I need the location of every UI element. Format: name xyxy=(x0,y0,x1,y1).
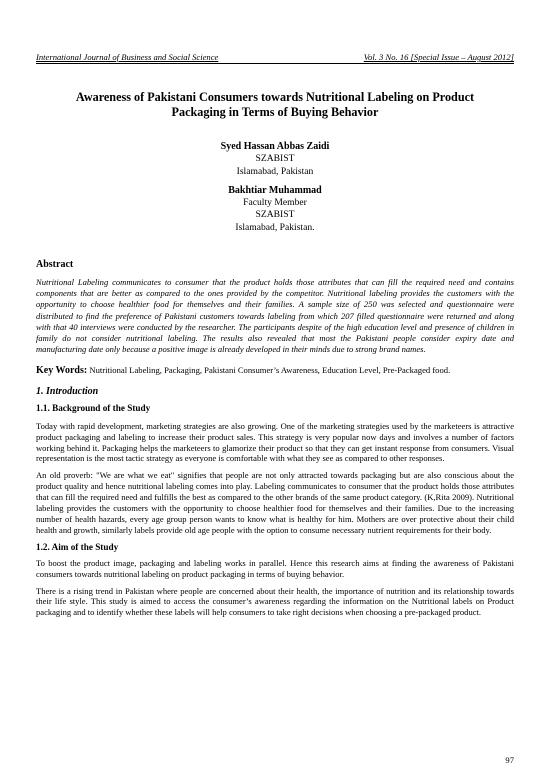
page-number: 97 xyxy=(505,755,514,765)
paragraph: There is a rising trend in Pakistan where people are concerned about their health, the importance of nutrition and its relationship towards their life style. This study is aimed to access the consumer’s awareness regarding the information on the Nutritional labels on Product packaging and to identify whether these labels will help consumers to take right decisions when choosing a pre-packaged product. xyxy=(36,585,514,618)
abstract-heading: Abstract xyxy=(36,259,74,271)
author-affiliation-line: SZABIST xyxy=(255,153,295,165)
author-name: Syed Hassan Abbas Zaidi xyxy=(220,141,330,152)
running-header xyxy=(36,52,514,64)
paper-title: Awareness of Pakistani Consumers towards Nutritional Labeling on Product Packaging in Terms of Buying Behavior xyxy=(75,90,475,119)
journal-name: International Journal of Business and Social Science xyxy=(36,52,219,62)
keywords-text: Nutritional Labeling, Packaging, Pakistani Consumer’s Awareness, Education Level, Pre-Packaged food. xyxy=(87,364,451,375)
paragraph: To boost the product image, packaging and labeling works in parallel. Hence this research aims at finding the awareness of Pakistani consumers towards nutritional labeling on product packaging in terms of buying behavior. xyxy=(36,557,514,579)
issue-info: Vol. 3 No. 16 [Special Issue – August 2012] xyxy=(363,52,514,62)
author-block-2 xyxy=(36,185,514,234)
abstract-text: Nutritional Labeling communicates to consumer that the product holds those attributes that can fill the required need and contains components that are better as compared to the ones provided by the competitor. Nutritional labeling provides the customers with the opportunity to choose healthier food for themselves and their families. A sample size of 250 was selected and questionnaire were distributed to find the preference of Pakistani customers towards labeling from which 207 filled questionnaire were returned and along with that 40 interviews were conducted by the researcher. The participants despite of the high education level and presence of children in family do not consider nutritional labeling. The results also revealed that most the Pakistani people consider expiry date and manufacturing date only because a positive image is already developed in their minds due to strong brand names. xyxy=(36,277,514,355)
author-affiliation-line: Islamabad, Pakistan. xyxy=(235,221,315,233)
author-affiliation-line: Islamabad, Pakistan xyxy=(236,165,314,177)
keywords-label: Key Words: xyxy=(36,364,88,376)
author-affiliation-line: SZABIST xyxy=(255,209,295,221)
author-affiliation-line: Faculty Member xyxy=(243,197,307,209)
subsection-heading-aim: 1.2. Aim of the Study xyxy=(36,541,119,552)
section-heading-introduction: 1. Introduction xyxy=(36,385,99,397)
paragraph: Today with rapid development, marketing strategies are also growing. One of the marketing strategies used by the marketeers is attractive product packaging and labeling to increase their product sales. This strategy is very popular now days and involves a number of factors working behind it. Packaging helps the marketeers to glamorize their product so that they can get instant response from consumers. Visual representation is the most tactic strategy as everyone is comfortable with what they see as compared to other responses. xyxy=(36,420,514,464)
paragraph: An old proverb: "We are what we eat" signifies that people are not only attracted towards packaging but are also conscious about the product quality and hence nutritional labeling comes into play. Labeling communicates to consumer that the product holds those attributes that can fill the required need and fulfills the best as compared to the other brands of the same product category. (K,Rita 2009). Nutritional labeling provides the customers with the opportunity to choose healthier food for themselves and their families. Due to the increasing number of health hazards, every age group person wants to know what is healthy for him. Mothers are over protective about their child health and growth, similarly labels provide old age people with the option to consume necessary nutrient requirements for their body. xyxy=(36,470,514,535)
subsection-heading-background: 1.1. Background of the Study xyxy=(36,402,151,413)
author-name: Bakhtiar Muhammad xyxy=(228,184,322,196)
keywords xyxy=(36,365,514,376)
author-block-1 xyxy=(36,141,514,178)
